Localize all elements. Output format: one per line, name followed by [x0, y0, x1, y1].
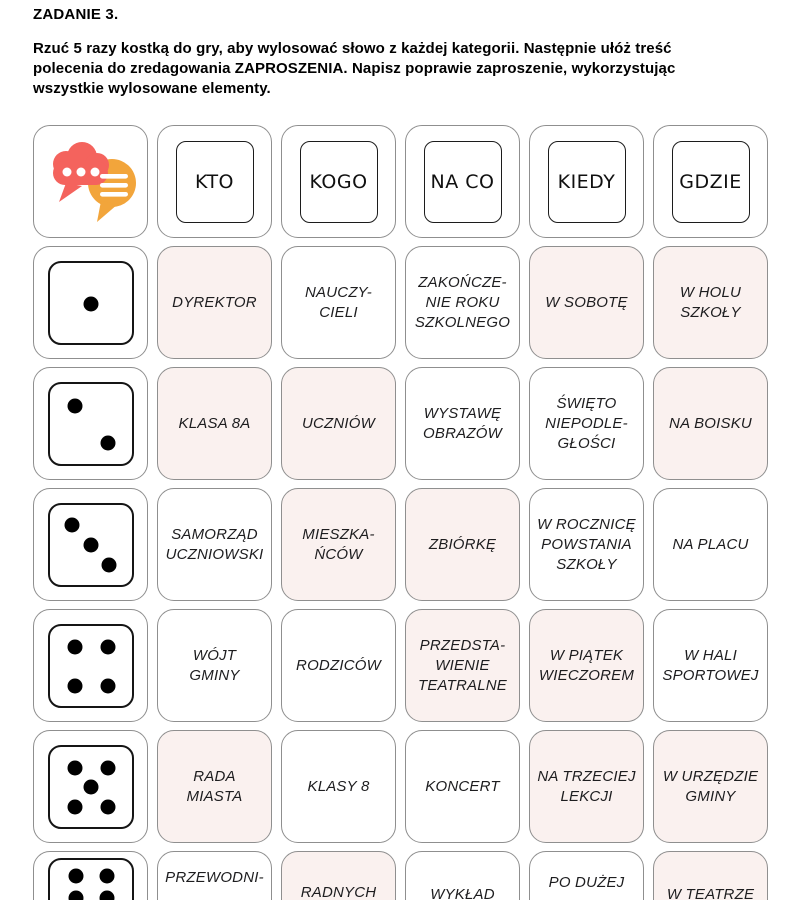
- word-line: WÓJT: [192, 646, 237, 664]
- word-line: ZAKOŃCZE-: [418, 273, 507, 291]
- word-line: MIESZKA-: [302, 525, 375, 543]
- word-line: GŁOŚCI: [557, 434, 616, 452]
- header-cell-kto: [157, 125, 272, 238]
- die-face-3: [48, 503, 134, 587]
- die-pip: [67, 761, 82, 776]
- dice-word-table: [33, 125, 787, 900]
- word-line: PRZEDSTA-: [419, 636, 506, 654]
- word-line: UCZNIOWSKI: [165, 545, 264, 563]
- word-line: W HALI: [684, 646, 737, 664]
- word-line: KLASA 8A: [178, 414, 251, 432]
- die-pip: [100, 761, 115, 776]
- word-line: NIE ROKU: [425, 293, 500, 311]
- word-line: OBRAZÓW: [423, 424, 502, 442]
- word-line: PO DUŻEJ: [548, 874, 625, 891]
- task-title: ZADANIE 3.: [33, 6, 119, 23]
- word-cell: [405, 851, 520, 900]
- category-label: KOGO: [300, 141, 378, 223]
- header-cell-kogo: [281, 125, 396, 238]
- instruction-line: wszystkie wylosowane elementy.: [33, 80, 271, 97]
- word-cell: [529, 609, 644, 722]
- die-cell-5: [33, 730, 148, 843]
- word-cell: [405, 246, 520, 359]
- word-line: ŚWIĘTO: [556, 394, 617, 412]
- word-cell: [157, 609, 272, 722]
- die-pip: [84, 780, 99, 795]
- word-cell: [529, 730, 644, 843]
- die-pip: [83, 538, 98, 553]
- word-cell: [157, 246, 272, 359]
- word-line: WIENIE: [435, 656, 490, 674]
- word-line: MIASTA: [186, 787, 243, 805]
- die-pip: [68, 869, 83, 884]
- die-cell-3: [33, 488, 148, 601]
- word-line: LEKCJI: [560, 787, 613, 805]
- word-cell: [653, 851, 768, 900]
- orange-bubble-lines: [100, 174, 128, 197]
- die-face-6: [48, 858, 134, 900]
- die-cell-1: [33, 246, 148, 359]
- word-cell: [653, 730, 768, 843]
- die-pip: [65, 518, 80, 533]
- word-line: W PIĄTEK: [549, 646, 624, 664]
- die-cell-4: [33, 609, 148, 722]
- word-line: POWSTANIA: [541, 535, 632, 553]
- word-cell: [653, 488, 768, 601]
- word-line: RODZICÓW: [296, 656, 381, 674]
- die-pip: [99, 869, 114, 884]
- word-line: NA BOISKU: [669, 414, 752, 432]
- word-cell: [281, 488, 396, 601]
- instruction-line: polecenia do zredagowania ZAPROSZENIA. Napisz poprawie zaproszenie, wykorzystując: [33, 60, 676, 77]
- die-pip: [100, 640, 115, 655]
- word-cell: [281, 367, 396, 480]
- word-cell: [405, 609, 520, 722]
- word-cell: [281, 851, 396, 900]
- word-line: NIEPODLE-: [545, 414, 628, 432]
- die-pip: [67, 799, 82, 814]
- die-cell-2: [33, 367, 148, 480]
- category-label: KIEDY: [548, 141, 626, 223]
- die-face-2: [48, 382, 134, 466]
- word-line: PRZEWODNI-: [165, 869, 264, 886]
- word-cell: [405, 730, 520, 843]
- word-line: KLASY 8: [307, 777, 370, 795]
- word-line: W SOBOTĘ: [545, 293, 628, 311]
- header-cell-gdzie: [653, 125, 768, 238]
- word-cell: [653, 367, 768, 480]
- word-line: W ROCZNICĘ: [537, 515, 636, 533]
- word-line: NA TRZECIEJ: [537, 767, 636, 785]
- die-pip: [99, 891, 114, 900]
- die-cell-6: [33, 851, 148, 900]
- die-pip: [101, 558, 116, 573]
- category-label: GDZIE: [672, 141, 750, 223]
- word-line: WIECZOREM: [538, 666, 635, 684]
- red-bubble-dots: [62, 167, 99, 176]
- word-line: NA PLACU: [672, 535, 749, 553]
- word-line: RADNYCH: [300, 884, 377, 900]
- word-line: SPORTOWEJ: [662, 666, 759, 684]
- word-line: KONCERT: [425, 777, 500, 795]
- task-instructions: [33, 39, 787, 99]
- word-cell: [281, 609, 396, 722]
- die-pip: [83, 297, 98, 312]
- word-line: WYSTAWĘ: [423, 404, 502, 422]
- die-pip: [67, 678, 82, 693]
- word-line: GMINY: [685, 787, 736, 805]
- die-face-5: [48, 745, 134, 829]
- word-line: SZKOŁY: [680, 303, 741, 321]
- word-line: WYKŁAD: [430, 886, 495, 900]
- instruction-line: Rzuć 5 razy kostką do gry, aby wylosować słowo z każdej kategorii. Następnie ułóż treść: [33, 40, 672, 57]
- word-line: W URZĘDZIE: [662, 767, 759, 785]
- die-pip: [67, 398, 82, 413]
- word-cell: [529, 488, 644, 601]
- word-line: W TEATRZE: [666, 886, 755, 900]
- word-line: SAMORZĄD: [171, 525, 258, 543]
- die-pip: [100, 678, 115, 693]
- die-pip: [100, 435, 115, 450]
- word-cell: [281, 246, 396, 359]
- word-line: NAUCZY-: [305, 283, 372, 301]
- word-cell: [653, 609, 768, 722]
- word-cell: [281, 730, 396, 843]
- word-cell: [405, 367, 520, 480]
- header-cell-kiedy: [529, 125, 644, 238]
- word-line: W HOLU: [679, 283, 742, 301]
- word-line: ZBIÓRKĘ: [428, 535, 497, 553]
- word-cell: [653, 246, 768, 359]
- speech-bubbles-icon: [41, 138, 141, 226]
- word-line: RADA: [193, 767, 236, 785]
- category-label: KTO: [176, 141, 254, 223]
- category-label: NA CO: [424, 141, 502, 223]
- word-line: ŃCÓW: [314, 545, 363, 563]
- word-cell: [157, 851, 272, 900]
- word-line: SZKOLNEGO: [414, 313, 511, 331]
- word-line: GMINY: [189, 666, 240, 684]
- die-pip: [68, 891, 83, 900]
- word-cell: [157, 730, 272, 843]
- die-pip: [100, 799, 115, 814]
- word-line: TEATRALNE: [417, 676, 508, 694]
- word-line: DYREKTOR: [172, 293, 257, 311]
- word-cell: [529, 367, 644, 480]
- word-line: UCZNIÓW: [301, 414, 376, 432]
- header-cell-na-co: [405, 125, 520, 238]
- die-face-1: [48, 261, 134, 345]
- die-pip: [67, 640, 82, 655]
- word-cell: [529, 851, 644, 900]
- word-cell: [529, 246, 644, 359]
- word-line: CIELI: [319, 303, 358, 321]
- word-cell: [405, 488, 520, 601]
- die-face-4: [48, 624, 134, 708]
- word-cell: [157, 367, 272, 480]
- word-line: SZKOŁY: [556, 555, 617, 573]
- speech-bubbles-cell: [33, 125, 148, 238]
- word-cell: [157, 488, 272, 601]
